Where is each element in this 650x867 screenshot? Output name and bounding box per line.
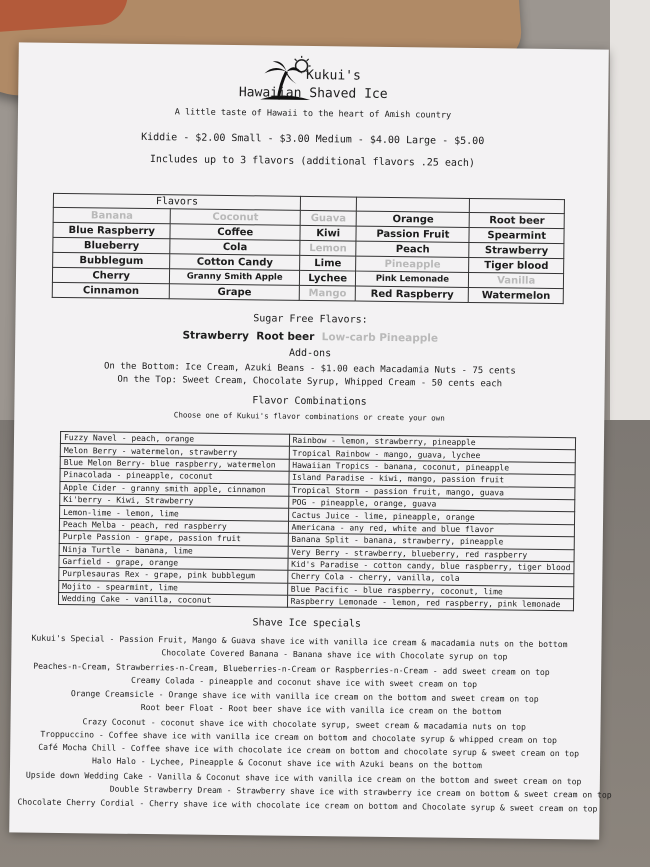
- special-line: Troppuccino - Coffee shave ice with vanilla ice cream on bottom and chocolate syrup & whipped cream on top: [40, 728, 557, 746]
- flavor-cell: Cotton Candy: [170, 254, 300, 271]
- combo-cell: Blue Melon Berry- blue raspberry, watermelon: [60, 456, 289, 471]
- combinations-heading: Flavor Combinations: [252, 395, 367, 408]
- combo-cell: Hawaiian Tropics - banana, coconut, pineapple: [289, 459, 575, 475]
- flavor-cell: Peach: [356, 241, 469, 257]
- combo-cell: Fuzzy Navel - peach, orange: [60, 431, 289, 446]
- special-line: Kukui's Special - Passion Fruit, Mango & Guava shave ice with vanilla ice cream & macadamia nuts on the bottom: [31, 632, 568, 650]
- combo-cell: Melon Berry - watermelon, strawberry: [60, 444, 289, 459]
- combo-cell: Apple Cider - granny smith apple, cinnamon: [60, 481, 289, 496]
- combo-cell: Purple Passion - grape, passion fruit: [59, 531, 288, 546]
- special-line: Peaches-n-Cream, Strawberries-n-Cream, Blueberries-n-Cream or Raspberries-n-Cream - add sweet cream on top: [33, 660, 550, 677]
- combo-cell: Ki'berry - Kiwi, Strawberry: [60, 493, 289, 508]
- flavor-cell: Watermelon: [469, 287, 564, 303]
- combo-cell: Tropical Storm - passion fruit, mango, guava: [288, 484, 574, 500]
- combo-cell: Kid's Paradise - cotton candy, blue raspberry, tiger blood: [288, 558, 574, 574]
- flavor-cell: Guava: [300, 210, 356, 226]
- flavor-cell: Cherry: [52, 267, 170, 283]
- addons-top: On the Top: Sweet Cream, Chocolate Syrup, Whipped Cream - 50 cents each: [117, 374, 503, 390]
- menu-sheet: [9, 42, 612, 839]
- tagline: A little taste of Hawaii to the heart of Amish country: [174, 107, 452, 121]
- flavor-cell: Cinnamon: [52, 282, 170, 298]
- special-line: Halo Halo - Lychee, Pineapple & Coconut shave ice with Azuki beans on the bottom: [92, 755, 482, 771]
- flavor-cell: Vanilla: [469, 272, 564, 288]
- combo-cell: Cactus Juice - lime, pineapple, orange: [288, 509, 574, 525]
- combo-cell: Banana Split - banana, strawberry, pineapple: [288, 533, 574, 549]
- addons-bottom: On the Bottom: Ice Cream, Azuki Beans - $1.00 each Macadamia Nuts - 75 cents: [103, 361, 516, 377]
- flavor-cell: Bubblegum: [53, 252, 171, 268]
- business-name: Kukui's: [305, 67, 361, 84]
- page-title: Hawaiian Shaved Ice: [238, 85, 388, 102]
- combo-cell: Purplesauras Rex - grape, pink bubblegum: [59, 568, 288, 583]
- sugar-free-item: Strawberry: [182, 329, 249, 343]
- flavor-cell: Blue Raspberry: [53, 222, 171, 238]
- combo-cell: Pinacolada - pineapple, coconut: [60, 469, 289, 484]
- flavor-cell: Lychee: [299, 270, 355, 286]
- special-line: Upside down Wedding Cake - Vanilla & Coconut shave ice with vanilla ice cream on the bottom and sweet cream on top: [25, 769, 582, 787]
- flavor-cell: Passion Fruit: [356, 226, 469, 242]
- combo-cell: Peach Melba - peach, red raspberry: [59, 518, 288, 533]
- flavor-cell: Granny Smith Apple: [170, 269, 300, 286]
- special-line: Double Strawberry Dream - Strawberry shave ice with strawberry ice cream on bottom & sweet cream on top: [109, 783, 612, 800]
- combo-cell: Mojito - spearmint, lime: [59, 580, 288, 595]
- flavor-cell: Lime: [300, 255, 356, 271]
- special-line: Orange Creamsicle - Orange shave ice with vanilla ice cream on the bottom and sweet cream on top: [70, 688, 539, 704]
- special-line: Chocolate Cherry Cordial - Cherry shave ice with chocolate ice cream on bottom and Chocolate syrup & sweet cream on top: [17, 796, 598, 814]
- special-line: Root beer Float - Root beer shave ice with vanilla ice cream on the bottom: [140, 701, 502, 717]
- flavor-cell: Kiwi: [300, 225, 356, 241]
- combo-cell: POG - pineapple, orange, guava: [288, 496, 574, 512]
- combo-cell: Ninja Turtle - banana, lime: [59, 543, 288, 558]
- combo-cell: Rainbow - lemon, strawberry, pineapple: [289, 434, 575, 450]
- flavor-cell: Red Raspberry: [356, 286, 469, 302]
- flavor-cell: Blueberry: [53, 237, 171, 253]
- combinations-table: [58, 431, 576, 612]
- flavor-cell: Grape: [170, 284, 300, 301]
- combinations-subheading: Choose one of Kukui's flavor combinations or create your own: [173, 410, 445, 423]
- flavor-cell: Strawberry: [469, 242, 564, 258]
- combo-cell: Lemon-lime - lemon, lime: [60, 506, 289, 521]
- special-line: Café Mocha Chill - Coffee shave ice with chocolate ice cream on bottom and chocolate syrup & sweet cream on top: [38, 741, 580, 759]
- flavor-cell: Tiger blood: [469, 257, 564, 273]
- combo-cell: Raspberry Lemonade - lemon, red raspberry, pink lemonade: [287, 595, 573, 611]
- special-line: Chocolate Covered Banana - Banana shave ice with Chocolate syrup on top: [161, 647, 508, 662]
- combo-cell: Blue Pacific - blue raspberry, coconut, lime: [287, 583, 573, 599]
- combo-cell: Island Paradise - kiwi, mango, passion fruit: [289, 471, 575, 487]
- flavor-cell: Pink Lemonade: [356, 271, 469, 287]
- sugar-free-list: [15, 327, 605, 346]
- flavor-cell: Spearmint: [469, 227, 564, 243]
- flavor-cell: Orange: [356, 211, 469, 227]
- flavor-cell: Coffee: [170, 224, 300, 241]
- food-item: [0, 0, 130, 35]
- flavors-heading: Flavors: [53, 193, 300, 210]
- specials-heading: Shave Ice specials: [252, 617, 362, 630]
- flavor-cell: Banana: [53, 207, 171, 223]
- flavor-cell: Cola: [170, 239, 300, 256]
- combo-cell: Tropical Rainbow - mango, guava, lychee: [289, 447, 575, 463]
- combo-cell: Americana - any red, white and blue flavor: [288, 521, 574, 537]
- combo-cell: Cherry Cola - cherry, vanilla, cola: [287, 571, 573, 587]
- includes-note: Includes up to 3 flavors (additional flavors .25 each): [149, 154, 476, 170]
- special-line: Crazy Coconut - coconut shave ice with chocolate syrup, sweet cream & macadamia nuts on top: [82, 716, 527, 732]
- sugar-free-item: Root beer: [256, 330, 315, 344]
- sugar-free-heading: Sugar Free Flavors:: [253, 313, 368, 326]
- combo-cell: Garfield - grape, orange: [59, 555, 288, 570]
- flavors-table: [52, 193, 565, 304]
- combo-cell: Wedding Cake - vanilla, coconut: [58, 593, 287, 608]
- combo-cell: Very Berry - strawberry, blueberry, red raspberry: [288, 546, 574, 562]
- flavor-cell: Lemon: [300, 240, 356, 256]
- flavor-cell: Coconut: [171, 209, 301, 226]
- addons-heading: Add-ons: [288, 347, 332, 360]
- flavor-cell: Root beer: [470, 212, 565, 228]
- size-prices: Kiddie - $2.00 Small - $3.00 Medium - $4.00 Large - $5.00: [141, 131, 485, 148]
- flavor-cell: Pineapple: [356, 256, 469, 272]
- flavor-cell: Mango: [299, 285, 355, 301]
- sugar-free-item: Low-carb Pineapple: [321, 331, 439, 345]
- special-line: Creamy Colada - pineapple and coconut shave ice with sweet cream on top: [131, 674, 478, 690]
